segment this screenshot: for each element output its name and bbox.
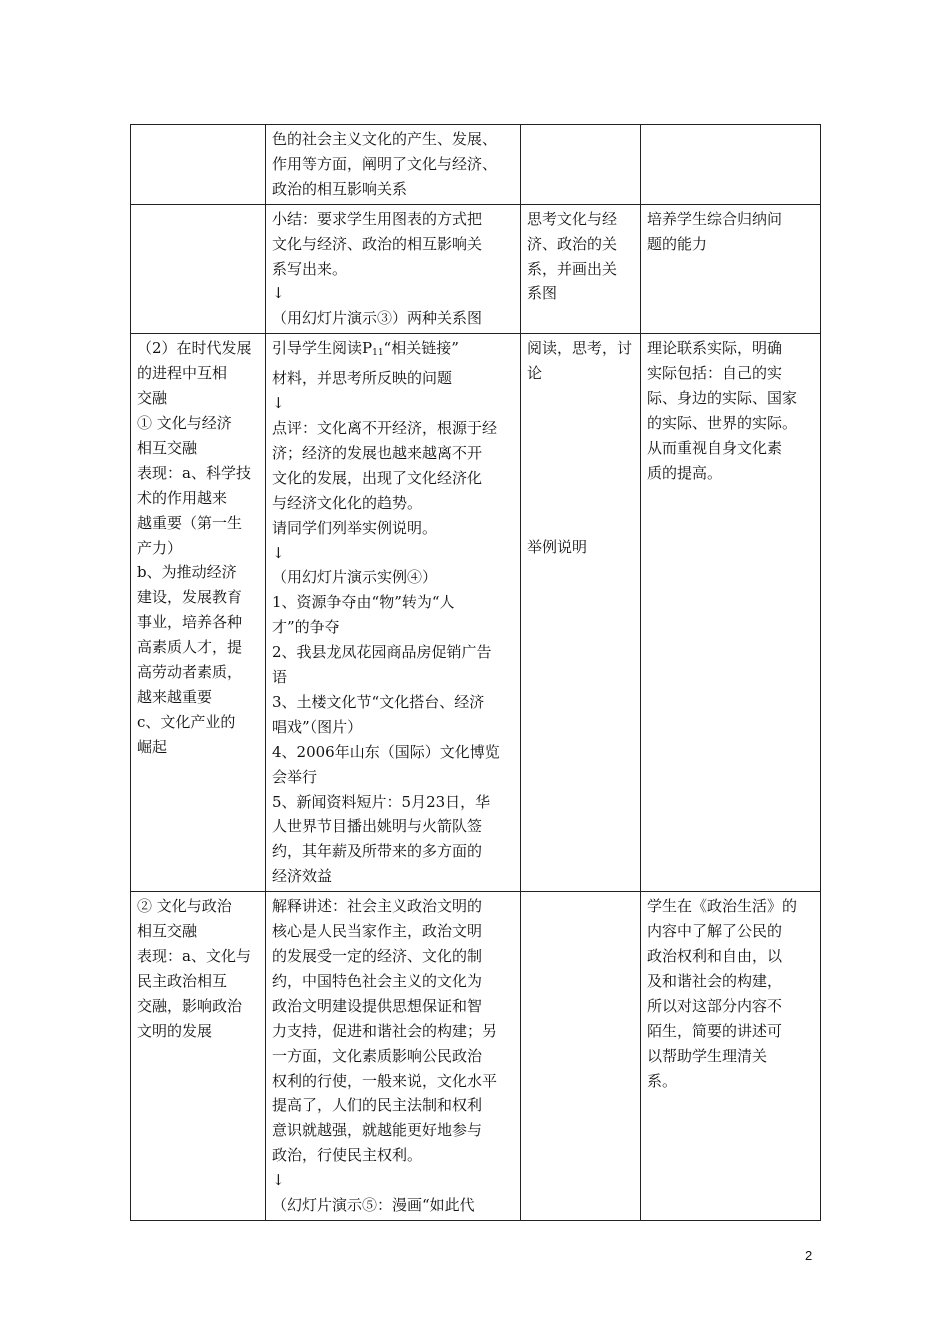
teacher-activity-cell: 小结：要求学生用图表的方式把 文化与经济、政治的相互影响关 系写出来。 ↓ （用幻灯片演示③）两种关系图 — [266, 204, 521, 334]
teacher-activity-cell: 色的社会主义文化的产生、发展、 作用等方面，阐明了文化与经济、 政治的相互影响关系 — [266, 125, 521, 205]
design-intent-cell: 理论联系实际，明确 实际包括：自己的实 际、身边的实际、国家 的实际、世界的实际。 从而重视自身文化素 质的提高。 — [641, 334, 821, 892]
table-row — [131, 204, 821, 334]
table-row — [131, 125, 821, 205]
design-intent-cell — [641, 125, 821, 205]
table-row — [131, 334, 821, 892]
teacher-activity-cell: 引导学生阅读$P_{11}“$相关链接” 材料，并思考所反映的问题 ↓ 点评：文化离不开经济，根源于经 济；经济的发展也越来越离不开 文化的发展，出现了文化经济化 与经济文化化的趋势。 请同学们列举实例说明。 ↓ （用幻灯片演示实例④） 1、资源争夺由“物”转为“人 才”的争夺 2、我县龙凤花园商品房促销广告 语 3、土楼文化节“文化搭台、经济 唱戏”（图片） 4、2006年山东（国际）文化博览 会举行 5、新闻资料短片：5月23日，华 人世界节目播出姚明与火箭队签 约，其年薪及所带来的多方面的 经济效益 — [266, 334, 521, 892]
content-cell — [131, 204, 266, 334]
content-cell: （2）在时代发展 的进程中互相 交融 ① 文化与经济 相互交融 表现：a、科学技 术的作用越来 越重要（第一生 产力） b、为推动经济 建设，发展教育 事业，培养各种 高素质人才，提 高劳动者素质， 越来越重要 c、文化产业的 崛起 — [131, 334, 266, 892]
table-row — [131, 892, 821, 1221]
design-intent-cell: 学生在《政治生活》的 内容中了解了公民的 政治权利和自由，以 及和谐社会的构建， 所以对这部分内容不 陌生，简要的讲述可 以帮助学生理清关 系。 — [641, 892, 821, 1221]
student-activity-cell — [521, 892, 641, 1221]
content-cell — [131, 125, 266, 205]
teacher-activity-cell: 解释讲述：社会主义政治文明的 核心是人民当家作主，政治文明 的发展受一定的经济、文化的制 约，中国特色社会主义的文化为 政治文明建设提供思想保证和智 力支持，促进和谐社会的构建；另 一方面，文化素质影响公民政治 权利的行使，一般来说，文化水平 提高了，人们的民主法制和权利 意识就越强，就越能更好地参与 政治，行使民主权利。 ↓ （幻灯片演示⑤：漫画“如此代 — [266, 892, 521, 1221]
student-activity-cell: 思考文化与经 济、政治的关 系，并画出关 系图 — [521, 204, 641, 334]
down-arrow-icon: ↓ — [272, 284, 285, 303]
down-arrow-icon: ↓ — [272, 543, 285, 562]
student-activity-cell: 阅读，思考，讨 论 举例说明 — [521, 334, 641, 892]
down-arrow-icon: ↓ — [272, 1171, 285, 1190]
student-activity-cell — [521, 125, 641, 205]
down-arrow-icon: ↓ — [272, 394, 285, 413]
page-number: 2 — [805, 1248, 813, 1263]
content-cell: ② 文化与政治 相互交融 表现：a、文化与 民主政治相互 交融，影响政治 文明的发展 — [131, 892, 266, 1221]
lesson-plan-table — [130, 124, 821, 1221]
design-intent-cell: 培养学生综合归纳问 题的能力 — [641, 204, 821, 334]
